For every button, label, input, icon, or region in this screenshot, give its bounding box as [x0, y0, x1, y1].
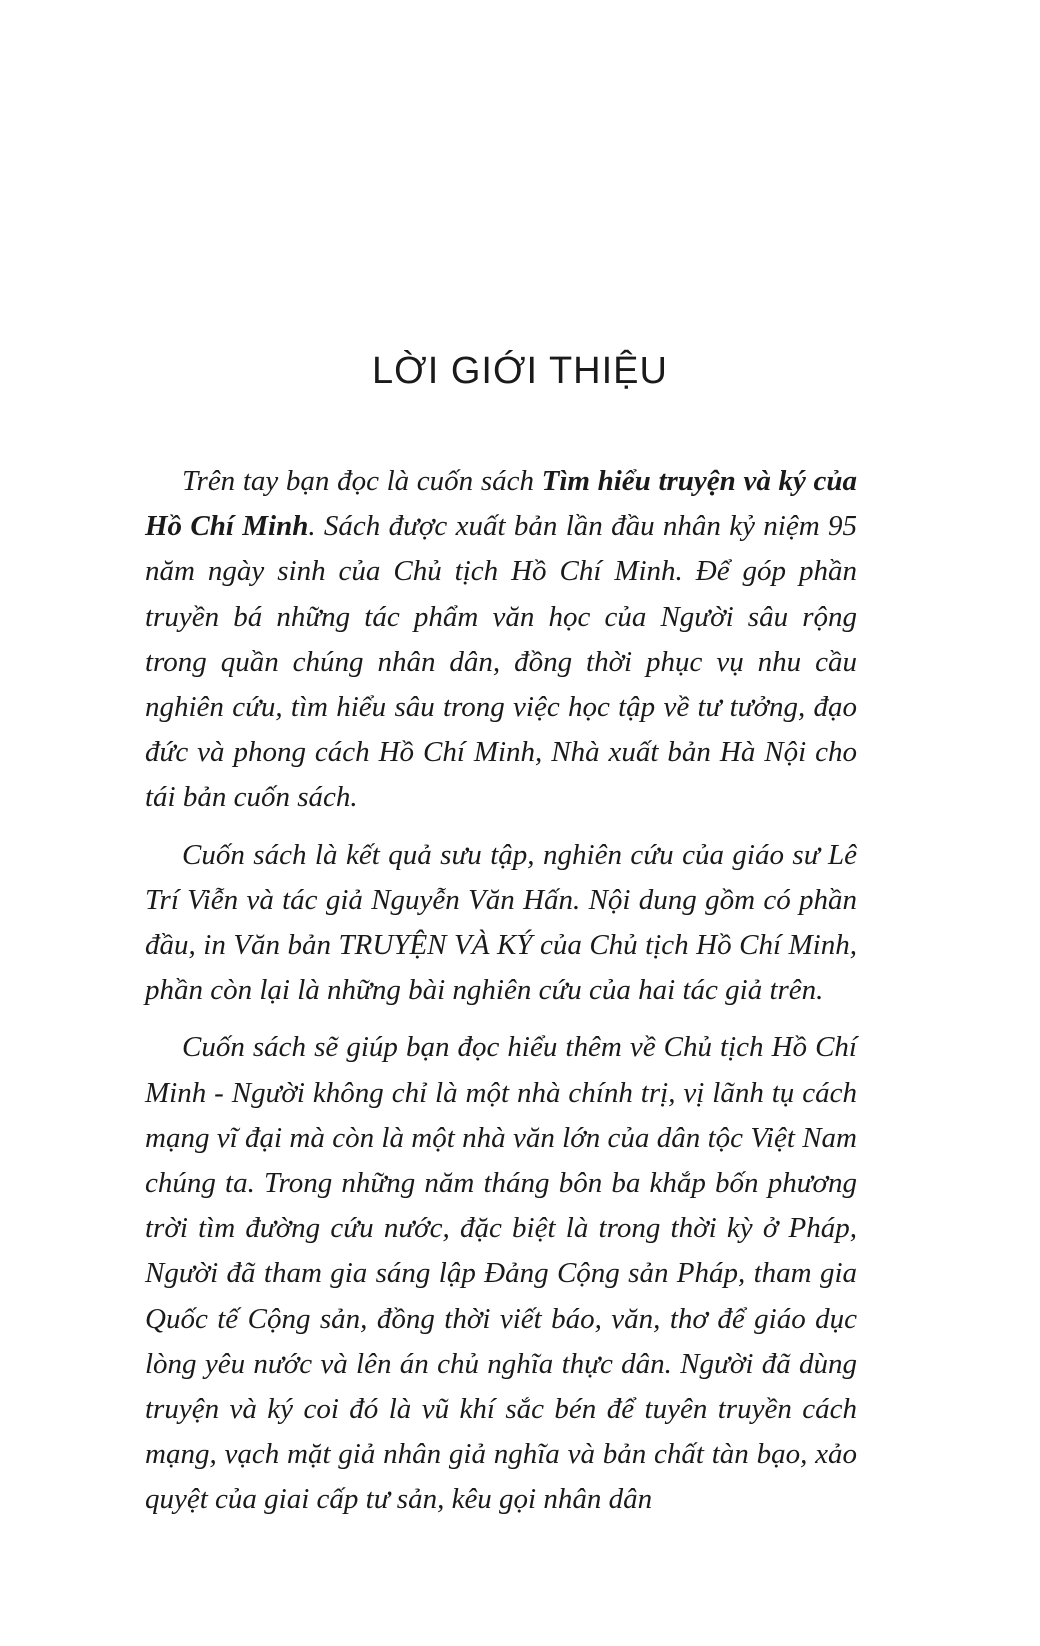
book-title: Tìm hiểu truyện và ký của Hồ Chí Minh: [145, 465, 857, 543]
paragraph-1-rest: . Sách được xuất bản lần đầu nhân kỷ niệm 95 năm ngày sinh của Chủ tịch Hồ Chí Minh. Để góp phần truyền bá những tác phẩm văn học của Người sâu rộng trong quần chúng nhân dân, đồng thời phục vụ nhu cầu nghiên cứu, tìm hiểu sâu trong việc học tập về tư tưởng, đạo đức và phong cách Hồ Chí Minh, Nhà xuất bản Hà Nội cho tái bản cuốn sách.: [145, 510, 857, 814]
paragraph-1-intro: Trên tay bạn đọc là cuốn sách: [182, 465, 542, 497]
paragraph-2: Cuốn sách là kết quả sưu tập, nghiên cứu của giáo sư Lê Trí Viễn và tác giả Nguyễn Văn Hấn. Nội dung gồm có phần đầu, in Văn bản TRUYỆN VÀ KÝ của Chủ tịch Hồ Chí Minh, phần còn lại là những bài nghiên cứu của hai tác giả trên.: [145, 838, 857, 1007]
paragraph-1: [145, 459, 857, 821]
page-title: LỜI GIỚI THIỆU: [372, 350, 668, 392]
paragraph-3: Cuốn sách sẽ giúp bạn đọc hiểu thêm về Chủ tịch Hồ Chí Minh - Người không chỉ là một nhà chính trị, vị lãnh tụ cách mạng vĩ đại mà còn là một nhà văn lớn của dân tộc Việt Nam chúng ta. Trong những năm tháng bôn ba khắp bốn phương trời tìm đường cứu nước, đặc biệt là trong thời kỳ ở Pháp, Người đã tham gia sáng lập Đảng Cộng sản Pháp, tham gia Quốc tế Cộng sản, đồng thời viết báo, văn, thơ để giáo dục lòng yêu nước và lên án chủ nghĩa thực dân. Người đã dùng truyện và ký coi đó là vũ khí sắc bén để tuyên truyền cách mạng, vạch mặt giả nhân giả nghĩa và bản chất tàn bạo, xảo quyệt của giai cấp tư sản, kêu gọi nhân dân: [145, 1031, 857, 1516]
body-text: [145, 459, 857, 1535]
